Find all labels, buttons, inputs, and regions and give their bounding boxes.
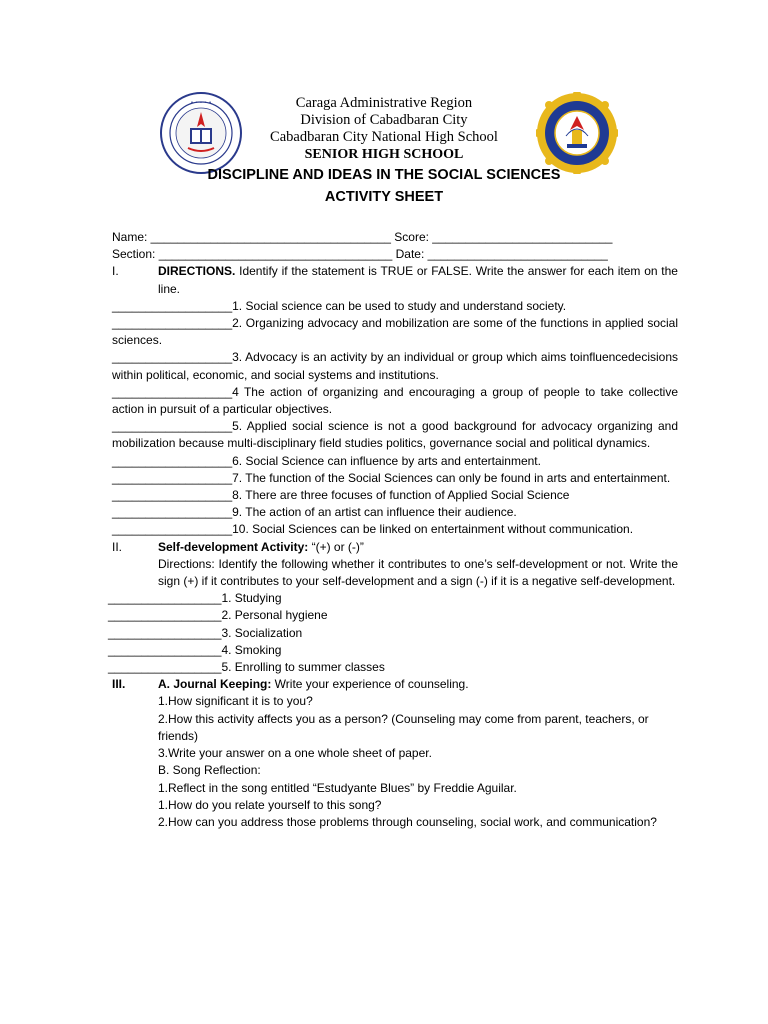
part3-line: 1.How do you relate yourself to this song? bbox=[158, 797, 382, 812]
document-title: DISCIPLINE AND IDEAS IN THE SOCIAL SCIENCES bbox=[207, 167, 561, 183]
part2-item: _________________4. Smoking bbox=[108, 642, 282, 657]
part2-item: _________________1. Studying bbox=[108, 591, 282, 606]
header-level: SENIOR HIGH SCHOOL bbox=[304, 147, 464, 162]
part1-heading: DIRECTIONS. bbox=[158, 264, 236, 279]
part1-directions bbox=[112, 263, 678, 297]
part3-heading-row bbox=[112, 676, 678, 693]
part3-line: 1.How significant it is to you? bbox=[158, 694, 313, 709]
part3-line: 1.Reflect in the song entitled “Estudyante Blues” by Freddie Aguilar. bbox=[158, 780, 517, 795]
part2-item: _________________2. Personal hygiene bbox=[108, 608, 328, 623]
part1-item: __________________2. Organizing advocacy and mobilization are some of the functions in applied social sciences. bbox=[112, 316, 678, 348]
part3-line: 2.How can you address those problems through counseling, social work, and communication? bbox=[158, 814, 657, 829]
part1-item: __________________5. Applied social science is not a good background for advocacy organizing and mobilization because multi-disciplinary field studies politics, governance social and political dynamics. bbox=[112, 419, 678, 451]
part2-numeral: II. bbox=[112, 539, 123, 554]
part1-item: __________________1. Social science can be used to study and understand society. bbox=[112, 298, 567, 313]
part1-item: __________________4 The action of organizing and encouraging a group of people to take collective action in pursuit of a particular objectives. bbox=[112, 384, 678, 417]
part1-item: __________________8. There are three focuses of function of Applied Social Science bbox=[112, 488, 570, 503]
part2-heading-row bbox=[112, 539, 678, 556]
part1-numeral: I. bbox=[112, 264, 119, 279]
header-division: Division of Cabadbaran City bbox=[300, 112, 468, 128]
part1-item: __________________9. The action of an artist can influence their audience. bbox=[112, 505, 517, 520]
document-subtitle: ACTIVITY SHEET bbox=[324, 189, 444, 205]
name-score-line: Name: ____________________________________ Score: ___________________________ bbox=[112, 230, 613, 244]
part1-item: __________________7. The function of the Social Sciences can only be found in arts and entertainment. bbox=[112, 470, 671, 485]
part2-item: _________________3. Socialization bbox=[108, 625, 303, 640]
svg-text:• • • • •: • • • • • bbox=[190, 100, 212, 106]
section-date-line: Section: ___________________________________ Date: ___________________________ bbox=[112, 247, 608, 262]
activity-sheet-body bbox=[108, 229, 678, 831]
part2-heading: Self-development Activity: bbox=[158, 539, 309, 554]
part3-a-heading: A. Journal Keeping: bbox=[158, 677, 272, 692]
part3-numeral: III. bbox=[112, 677, 126, 692]
part1-item: __________________6. Social Science can influence by arts and entertainment. bbox=[112, 453, 541, 468]
part3-line: 2.How this activity affects you as a person? (Counseling may come from parent, teachers, or friends) bbox=[158, 711, 649, 743]
part2-item: _________________5. Enrolling to summer classes bbox=[108, 660, 385, 675]
part1-directions-text: Identify if the statement is TRUE or FALSE. Write the answer for each item on the line. bbox=[158, 264, 678, 296]
part1-item: __________________3. Advocacy is an activity by an individual or group which aims toinfluencedecisions within political, economic, and social systems and institutions. bbox=[112, 350, 678, 382]
header-school: Cabadbaran City National High School bbox=[270, 129, 498, 145]
part2-heading-rest: “(+) or (-)” bbox=[308, 539, 364, 554]
part1-item: __________________10. Social Sciences can be linked on entertainment without communication. bbox=[112, 522, 634, 537]
part3-b-heading: B. Song Reflection: bbox=[158, 763, 261, 778]
part2-directions: Directions: Identify the following whether it contributes to one’s self-development or not. Write the sign (+) if it contributes to your self-development and a sign (-) if it is a negative self-development. bbox=[158, 556, 678, 589]
header-region: Caraga Administrative Region bbox=[295, 95, 473, 111]
part3-line: 3.Write your answer on a one whole sheet of paper. bbox=[158, 746, 432, 761]
part3-a-rest: Write your experience of counseling. bbox=[271, 677, 469, 692]
